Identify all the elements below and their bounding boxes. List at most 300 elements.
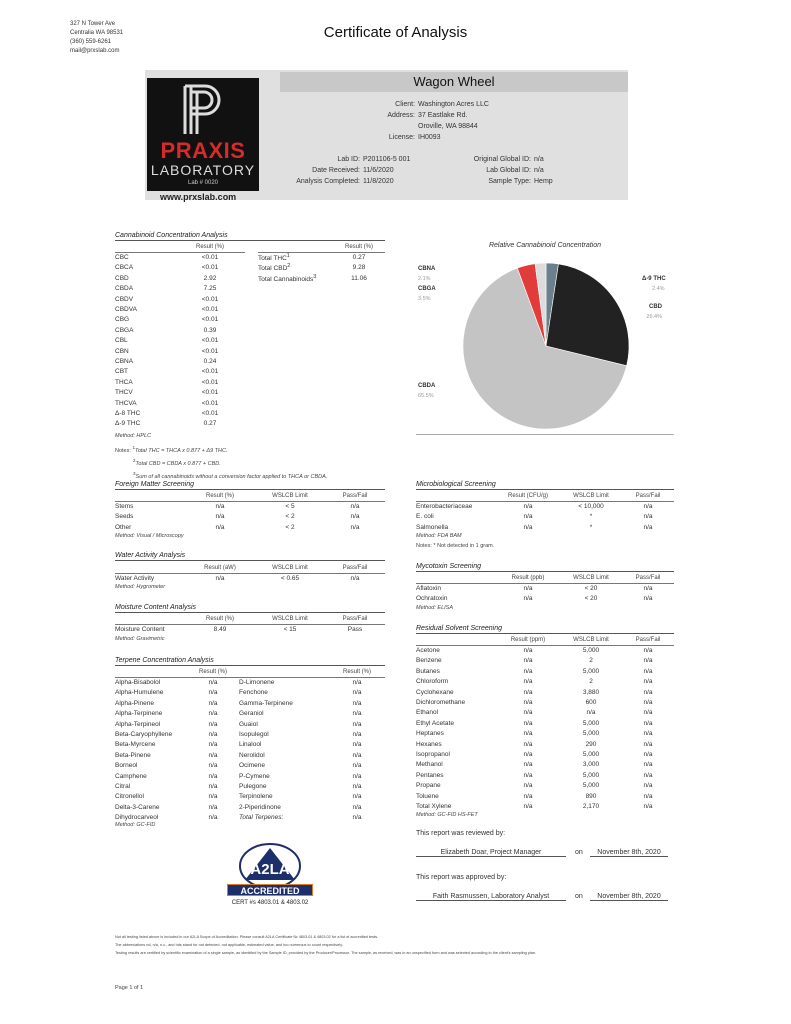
result-cell: n/a [523, 699, 533, 707]
terpene-name: Citronellol [115, 793, 144, 801]
table-row [115, 573, 385, 583]
client-values [418, 99, 598, 143]
result-cell: Pass [347, 626, 363, 634]
terpene-result: n/a [352, 762, 362, 770]
myco-table [416, 573, 674, 604]
result-cell: 2 [589, 657, 593, 665]
sample-name: Wagon Wheel [280, 72, 628, 92]
result-cell: 890 [585, 792, 597, 800]
result-cell: n/a [523, 730, 533, 738]
result-cell: 5,000 [582, 730, 600, 738]
terpene-result: n/a [208, 793, 218, 801]
approved-text: This report was approved by: [416, 874, 507, 881]
cannabinoid-title: Cannabinoid Concentration Analysis [115, 232, 385, 241]
col-header [416, 573, 496, 583]
terpene-name: Linalool [239, 741, 262, 749]
result-cell: < 20 [584, 595, 598, 603]
result-cell: n/a [523, 750, 533, 758]
result-cell: n/a [643, 657, 653, 665]
cannabinoid-row [115, 356, 245, 366]
col-header: Result (%) [185, 614, 255, 624]
col-header: Result (aW) [185, 563, 255, 573]
result-cell: < 5 [285, 503, 295, 511]
analyte-result: <0.01 [201, 306, 219, 314]
terpene-result: n/a [208, 782, 218, 790]
analyte-name: CBN [115, 347, 129, 355]
footnotes [115, 933, 675, 957]
col-header: Result (ppb) [496, 573, 560, 583]
col-header: Result (%) [175, 242, 245, 252]
analyte-name: Butanes [416, 667, 440, 675]
approver-signature: Faith Rasmussen, Laboratory Analyst [416, 893, 566, 901]
analyte-name: Water Activity [115, 575, 155, 583]
table-row [416, 708, 674, 718]
col-header: Pass/Fail [622, 573, 674, 583]
terpene-name: Terpinolene [239, 793, 273, 801]
terpene-row [115, 698, 385, 708]
terpene-name: Ocimene [239, 762, 266, 770]
note-text: Sum of all cannabinoids without a conversion factor applied to THCA or CBDA. [135, 473, 328, 480]
col-header: Pass/Fail [622, 635, 674, 645]
result-cell: n/a [215, 513, 225, 521]
footnote: Not all testing listed above is included in our A2LA Scope of Accreditation. Please consult A2LA Certificate № 4803.01 & 4803.02 for a list of accredited tests. [115, 935, 379, 939]
cannabinoid-row [115, 325, 245, 335]
result-cell: n/a [643, 523, 653, 531]
result-cell: 5,000 [582, 719, 600, 727]
result-cell: 5,000 [582, 771, 600, 779]
cannabinoid-row [115, 398, 245, 408]
solvent-table [416, 635, 674, 812]
terpene-result: n/a [352, 720, 362, 728]
result-cell: n/a [643, 730, 653, 738]
table-row [416, 645, 674, 655]
lab-website-link[interactable]: www.prxslab.com [160, 192, 237, 202]
terpene-row [115, 792, 385, 802]
table-row [416, 677, 674, 687]
slice-label: CBGA [418, 286, 436, 292]
moisture-title: Moisture Content Analysis [115, 604, 385, 613]
on-text: on [575, 893, 583, 900]
cannabinoid-totals-table [258, 242, 385, 284]
result-cell: 3,000 [582, 761, 600, 769]
analyte-result: <0.01 [201, 316, 219, 324]
result-cell: n/a [350, 575, 360, 583]
terpene-name: Geraniol [239, 710, 264, 718]
result-cell: n/a [643, 647, 653, 655]
analyte-result: <0.01 [201, 337, 219, 345]
analyte-name: Propane [416, 782, 441, 790]
result-cell: n/a [523, 678, 533, 686]
analyte-name: CBC [115, 254, 129, 262]
slice-label: CBNA [418, 266, 436, 272]
analyte-name: CBDA [115, 285, 134, 293]
terpene-row [115, 740, 385, 750]
col-header [239, 667, 329, 677]
result-cell: n/a [643, 503, 653, 511]
analyte-name: Ethyl Acetate [416, 719, 454, 727]
micro-table [416, 491, 674, 533]
table-row [416, 522, 674, 532]
analyte-result: <0.01 [201, 389, 219, 397]
slice-percent: 65.5% [418, 393, 434, 399]
foreign-title: Foreign Matter Screening [115, 481, 385, 490]
col-header: WSLCB Limit [255, 563, 325, 573]
address-line: (360) 559-6261 [70, 39, 112, 45]
lab-global-id-label: Lab Global ID: [486, 167, 531, 174]
note-text: Total CBD = CBDA x 0.877 + CBD. [135, 460, 221, 467]
result-cell: n/a [643, 678, 653, 686]
approved-date: November 8th, 2020 [590, 893, 668, 901]
logo-word-praxis: PRAXIS [160, 138, 246, 163]
address-line: mail@prxslab.com [70, 48, 120, 54]
result-cell: n/a [523, 709, 533, 717]
cannabinoid-row [115, 263, 245, 273]
analyte-name: Acetone [416, 647, 440, 655]
address-line-2: Oroville, WA 98844 [418, 123, 478, 130]
terpene-name: Dihydrocarveol [115, 814, 159, 822]
result-cell: n/a [523, 761, 533, 769]
terpene-row [115, 709, 385, 719]
result-cell: n/a [643, 782, 653, 790]
cannabinoid-table [115, 242, 245, 429]
terpene-row [115, 771, 385, 781]
terpene-result: n/a [208, 689, 218, 697]
cannabinoid-row [115, 419, 245, 429]
note-sup: 3 [133, 470, 136, 476]
analyte-name: CBCA [115, 264, 134, 272]
total-name-cell [258, 252, 333, 262]
result-cell: 3,880 [582, 688, 600, 696]
result-cell: 290 [585, 740, 597, 748]
terpene-result: n/a [352, 772, 362, 780]
svg-text:A2LA: A2LA [250, 861, 290, 878]
result-cell: n/a [643, 513, 653, 521]
date-received-value: 11/6/2020 [363, 167, 394, 174]
col-header: Result (%) [329, 667, 385, 677]
analyte-name: Pentanes [416, 771, 444, 779]
id-labels-left [270, 154, 360, 187]
analyte-result: <0.01 [201, 347, 219, 355]
address-line: Centralia WA 98531 [70, 30, 124, 36]
table-row [416, 780, 674, 790]
terpene-row [115, 781, 385, 791]
analyte-name: Δ-8 THC [115, 409, 141, 417]
reviewed-text: This report was reviewed by: [416, 830, 506, 837]
result-cell: n/a [523, 667, 533, 675]
analyte-name: THCA [115, 378, 133, 386]
table-row [416, 718, 674, 728]
terpene-name: Alpha-Pinene [115, 699, 155, 707]
analyte-name: Seeds [115, 513, 134, 521]
terpene-row [115, 761, 385, 771]
analyte-name: Chloroform [416, 678, 449, 686]
col-header: WSLCB Limit [560, 573, 622, 583]
terpene-result: n/a [208, 679, 218, 687]
terpene-name: Beta-Myrcene [115, 741, 156, 749]
analyte-name: E. coli [416, 513, 434, 521]
terpene-row [115, 802, 385, 812]
license-value: IH0093 [418, 134, 441, 141]
result-cell: n/a [523, 740, 533, 748]
terpene-result: n/a [352, 679, 362, 687]
client-labels [330, 99, 415, 143]
analyte-name: Ochratoxin [416, 595, 448, 603]
result-cell: n/a [523, 595, 533, 603]
logo-word-laboratory: LABORATORY [150, 162, 256, 178]
analyte-result: <0.01 [201, 409, 219, 417]
total-value: 0.27 [352, 254, 366, 262]
result-cell: n/a [523, 503, 533, 511]
terpene-row [115, 688, 385, 698]
terpene-name: Delta-3-Carene [115, 803, 160, 811]
analyte-name: Stems [115, 503, 134, 511]
analyte-result: 2.92 [203, 274, 217, 282]
note-sup: 2 [133, 457, 136, 463]
total-name-cell [258, 273, 333, 283]
terpene-name: Alpha-Humulene [115, 689, 164, 697]
cannabinoid-row [115, 315, 245, 325]
client-value: Washington Acres LLC [418, 101, 489, 108]
result-cell: n/a [523, 585, 533, 593]
slice-percent: 26.4% [646, 314, 662, 320]
col-header [115, 614, 185, 624]
col-header: Result (%) [187, 667, 239, 677]
cannabinoid-row [115, 336, 245, 346]
terpene-result: n/a [352, 689, 362, 697]
foreign-table [115, 491, 385, 533]
license-label: License: [388, 134, 415, 141]
table-row [416, 594, 674, 604]
result-cell: n/a [643, 750, 653, 758]
result-cell: n/a [643, 761, 653, 769]
address-label: Address: [387, 112, 415, 119]
foreign-method: Method: Visual / Microscopy [115, 533, 184, 539]
accredited-label: ACCREDITED [227, 884, 313, 896]
table-row [416, 749, 674, 759]
terpene-name: Total Terpenes: [239, 814, 284, 822]
result-cell: n/a [523, 523, 533, 531]
terpene-result: n/a [208, 762, 218, 770]
note-text: Total THC = THCA x 0.877 + Δ9 THC. [134, 447, 228, 454]
col-header: WSLCB Limit [255, 614, 325, 624]
terpene-name: P-Cymene [239, 772, 270, 780]
total-sup: 2 [287, 263, 291, 270]
terpene-result: n/a [208, 772, 218, 780]
cannabinoid-method: Method: HPLC [115, 433, 152, 439]
analyte-name: CBGA [115, 326, 134, 334]
result-cell: n/a [215, 503, 225, 511]
terpene-name: Pulegone [239, 782, 267, 790]
terpene-result: n/a [208, 803, 218, 811]
analyte-name: Δ-9 THC [115, 420, 141, 428]
total-row [258, 263, 385, 273]
analyte-result: <0.01 [201, 378, 219, 386]
original-global-id-label: Original Global ID: [473, 156, 531, 163]
result-cell: n/a [643, 792, 653, 800]
sample-type-label: Sample Type: [488, 178, 531, 185]
pie-chart-panel [416, 240, 674, 435]
total-sup: 3 [313, 273, 317, 280]
result-cell: 5,000 [582, 667, 600, 675]
analyte-name: Hexanes [416, 740, 442, 748]
col-header: Pass/Fail [325, 614, 385, 624]
analyte-name: Methanol [416, 761, 443, 769]
result-cell: n/a [215, 575, 225, 583]
analyte-result: <0.01 [201, 264, 219, 272]
result-cell: n/a [643, 802, 653, 810]
result-cell: n/a [350, 513, 360, 521]
analyte-name: Total Xylene [416, 802, 452, 810]
cannabinoid-row [115, 252, 245, 262]
table-row [416, 770, 674, 780]
analyte-name: THCV [115, 389, 133, 397]
water-method: Method: Hygrometer [115, 584, 166, 590]
terpene-result: n/a [208, 751, 218, 759]
terpene-result: n/a [352, 741, 362, 749]
chart-title: Relative Cannabinoid Concentration [488, 242, 602, 249]
result-cell: n/a [643, 719, 653, 727]
table-row [416, 697, 674, 707]
result-cell: 5,000 [582, 782, 600, 790]
terpene-result: n/a [352, 814, 362, 822]
analyte-result: 0.39 [203, 326, 217, 334]
table-row [115, 624, 385, 634]
result-cell: n/a [523, 647, 533, 655]
analyte-name: Moisture Content [115, 626, 165, 634]
total-name: Total CBD [258, 265, 288, 273]
table-row [416, 512, 674, 522]
result-cell: n/a [643, 709, 653, 717]
result-cell: n/a [350, 503, 360, 511]
table-row [416, 791, 674, 801]
analyte-result: 0.27 [203, 420, 217, 428]
terpene-name: Fenchone [239, 689, 268, 697]
analyte-result: <0.01 [201, 295, 219, 303]
table-row [416, 666, 674, 676]
result-cell: n/a [523, 782, 533, 790]
cannabinoid-row [115, 367, 245, 377]
cannabinoid-row [115, 408, 245, 418]
total-sup: 1 [286, 253, 290, 260]
table-row [416, 760, 674, 770]
result-cell: n/a [643, 688, 653, 696]
result-cell: n/a [523, 771, 533, 779]
analyte-name: Heptanes [416, 730, 444, 738]
result-cell: < 2 [285, 523, 295, 531]
analyte-result: 0.24 [203, 357, 217, 365]
result-cell: n/a [643, 699, 653, 707]
table-row [416, 583, 674, 593]
analyte-name: Cyclohexane [416, 688, 454, 696]
result-cell: n/a [586, 709, 596, 717]
terpene-result: n/a [208, 731, 218, 739]
cannabinoid-row [115, 294, 245, 304]
analysis-completed-label: Analysis Completed: [296, 178, 360, 185]
table-row [115, 512, 385, 522]
notes-label: Notes: [115, 447, 131, 454]
date-received-label: Date Received: [312, 167, 360, 174]
col-header [258, 242, 333, 252]
terpene-result: n/a [208, 710, 218, 718]
note-sup: 1 [132, 445, 135, 450]
lab-id-label: Lab ID: [337, 156, 360, 163]
terpene-row [115, 719, 385, 729]
analyte-name: Ethanol [416, 709, 439, 717]
analyte-name: CBT [115, 368, 128, 376]
col-header: Result (ppm) [496, 635, 560, 645]
col-header: Pass/Fail [325, 563, 385, 573]
terpene-result: n/a [208, 741, 218, 749]
address-line-1: 37 Eastlake Rd. [418, 112, 468, 119]
cert-number: CERT #s 4803.01 & 4803.02 [231, 900, 309, 906]
analyte-name: Dichloromethane [416, 699, 466, 707]
analyte-name: CBG [115, 316, 130, 324]
table-row [416, 656, 674, 666]
logo-lab-number: Lab # 0020 [187, 180, 219, 186]
sample-type-value: Hemp [534, 178, 553, 185]
footnote: Testing results are certified by scientific examination of a single sample, as identified by the Sample ID, provided by the Producer/Processor. The sample, as received, was in an unspecified form and was selected according to the client's sampling plan. [115, 951, 537, 955]
terpene-method: Method: GC-FID [115, 822, 156, 828]
result-cell: n/a [523, 802, 533, 810]
col-header [115, 667, 187, 677]
terpene-name: Nerolidol [239, 751, 265, 759]
result-cell: < 15 [283, 626, 297, 634]
water-title: Water Activity Analysis [115, 552, 385, 561]
moisture-table [115, 614, 385, 635]
solvent-method: Method: GC-FID HS-FET [416, 812, 478, 818]
result-cell: 5,000 [582, 750, 600, 758]
result-cell: n/a [643, 771, 653, 779]
cannabinoid-row [115, 284, 245, 294]
reviewer-signature: Elizabeth Doar, Project Manager [416, 849, 566, 857]
slice-label: Δ-9 THC [642, 276, 666, 282]
result-cell: < 20 [584, 585, 598, 593]
terpene-name: 2-Piperidinone [239, 803, 281, 811]
analyte-name: CBL [115, 337, 128, 345]
water-table [115, 563, 385, 584]
terpene-name: Borneol [115, 762, 138, 770]
analyte-name: Isopropanol [416, 750, 450, 758]
praxis-logo [147, 78, 259, 191]
table-row [416, 501, 674, 511]
terpene-name: D-Limonene [239, 679, 275, 687]
result-cell: n/a [643, 595, 653, 603]
analyte-name: Aflatoxin [416, 585, 441, 593]
lab-global-id-value: n/a [534, 167, 544, 174]
table-row [416, 687, 674, 697]
col-header: Result (%) [333, 242, 385, 252]
result-cell: n/a [523, 792, 533, 800]
terpene-title: Terpene Concentration Analysis [115, 657, 385, 666]
result-cell: 600 [585, 699, 597, 707]
slice-label: CBD [649, 304, 662, 310]
col-header [115, 242, 175, 252]
cannabinoid-row [115, 377, 245, 387]
myco-method: Method: ELISA [416, 605, 453, 611]
terpene-name: Alpha-Terpineol [115, 720, 161, 728]
a2la-accreditation-badge [225, 840, 315, 912]
analyte-result: <0.01 [201, 399, 219, 407]
original-global-id-value: n/a [534, 156, 544, 163]
col-header: WSLCB Limit [560, 491, 622, 501]
terpene-name: Beta-Pinene [115, 751, 151, 759]
col-header [416, 635, 496, 645]
result-cell: n/a [350, 523, 360, 531]
total-row [258, 273, 385, 283]
total-row [258, 252, 385, 262]
terpene-name: Beta-Caryophyllene [115, 731, 173, 739]
slice-percent: 3.5% [418, 296, 431, 302]
